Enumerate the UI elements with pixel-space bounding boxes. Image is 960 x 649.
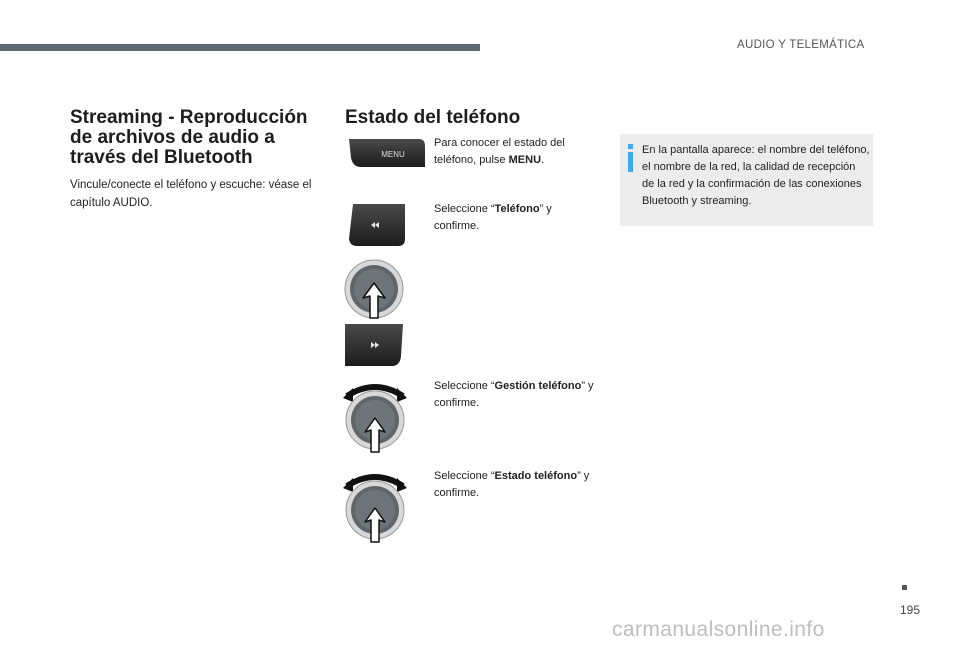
step-2-text: Seleccione “Teléfono” y confirme.: [434, 203, 552, 232]
info-note: [620, 134, 873, 226]
header-rule: [0, 44, 480, 51]
step-3-text: Seleccione “Gestión teléfono” y confirme.: [434, 380, 594, 409]
info-note-text: En la pantalla aparece: el nombre del teléfono, el nombre de la red, la calidad de recepción de la red y la confirmación de las conexiones Bluetooth y streaming.: [642, 144, 870, 207]
page-number: 195: [900, 603, 921, 617]
watermark: carmanualsonline.info: [612, 618, 825, 641]
phone-status-heading: Estado del teléfono: [345, 107, 521, 128]
rotary-knob-push-icon: [343, 258, 405, 320]
step-1-text: Para conocer el estado del teléfono, pulse MENU.: [434, 137, 565, 166]
section-label: AUDIO Y TELEMÁTICA: [737, 39, 865, 51]
menu-button-label: MENU: [381, 150, 405, 159]
info-icon-stem: [628, 152, 633, 172]
rewind-button-icon: [345, 203, 407, 247]
streaming-heading: Streaming - Reproducción de archivos de audio a través del Bluetooth: [70, 107, 308, 168]
page-marker: [902, 585, 907, 590]
step-4-text: Seleccione “Estado teléfono” y confirme.: [434, 470, 590, 499]
rotary-knob-turn-push-icon: [343, 470, 407, 544]
forward-button-icon: [343, 323, 405, 367]
menu-button-icon: [345, 136, 427, 170]
streaming-text: Vincule/conecte el teléfono y escuche: véase el capítulo AUDIO.: [70, 179, 312, 209]
info-icon: [628, 144, 633, 149]
rotary-knob-turn-push-icon: [343, 380, 407, 454]
